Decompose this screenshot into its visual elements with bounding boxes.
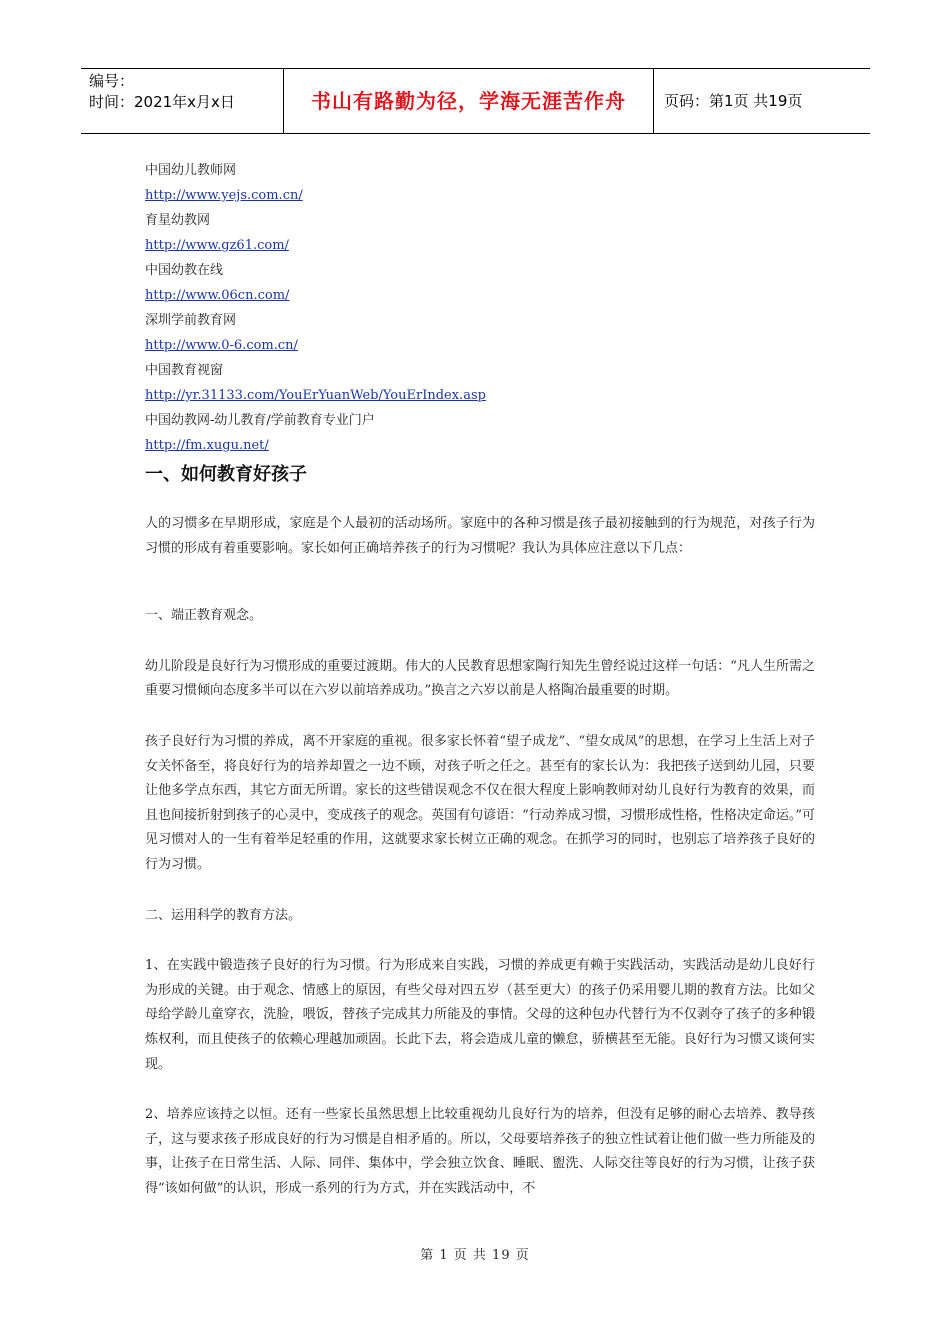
header-meta [81,69,284,133]
number-label: 编号： [89,72,135,90]
site-name: 中国幼教在线 [145,263,224,278]
header-page-number: 页码：第1页 共19页 [664,92,803,110]
site-name: 中国教育视窗 [145,363,224,378]
site-name: 中国幼儿教师网 [145,163,237,178]
site-link[interactable]: http://fm.xugu.net/ [145,438,269,453]
header-motto: 书山有路勤为径，学海无涯苦作舟 [284,69,654,133]
site-link[interactable]: http://www.gz61.com/ [145,238,289,253]
page-header [81,68,870,134]
site-name: 深圳学前教育网 [145,313,237,328]
page-footer: 第 1 页 共 19 页 [420,1248,530,1263]
site-name: 育星幼教网 [145,213,211,228]
date-label: 时间：2021年x月x日 [89,93,235,111]
site-link[interactable]: http://yr.31133.com/YouErYuanWeb/YouErIndex.asp [145,388,486,403]
site-name: 中国幼教网-幼儿教育/学前教育专业门户 [145,413,375,428]
site-link[interactable]: http://www.0-6.com.cn/ [145,338,298,353]
body-paragraph: 2、培养应该持之以恒。还有一些家长虽然思想上比较重视幼儿良好行为的培养，但没有足够的耐心去培养、教导孩子，这与要求孩子形成良好的行为习惯是自相矛盾的。所以，父母要培养孩子的独立性试着让他们做一些力所能及的事，让孩子在日常生活、人际、同伴、集体中，学会独立饮食、睡眠、盥洗、人际交往等良好的行为习惯，让孩子获得“该如何做”的认识，形成一系列的行为方式，并在实践活动中，不 [145,1107,815,1196]
body-paragraph: 孩子良好行为习惯的养成，离不开家庭的重视。很多家长怀着“望子成龙”、“望女成凤”的思想，在学习上生活上对子女关怀备至，将良好行为的培养却置之一边不顾，对孩子听之任之。甚至有的家长认为：我把孩子送到幼儿园，只要让他多学点东西，其它方面无所谓。家长的这些错误观念不仅在很大程度上影响教师对幼儿良好行为教育的效果，而且也间接折射到孩子的心灵中，变成孩子的观念。英国有句谚语：“行动养成习惯，习惯形成性格，性格决定命运。”可见习惯对人的一生有着举足轻重的作用，这就要求家长树立正确的观念。在抓学习的同时，也别忘了培养孩子良好的行为习惯。 [145,733,815,872]
site-link[interactable]: http://www.06cn.com/ [145,288,290,303]
body-paragraph: 1、在实践中锻造孩子良好的行为习惯。行为形成来自实践，习惯的养成更有赖于实践活动，实践活动是幼儿良好行为形成的关键。由于观念、情感上的原因，有些父母对四五岁（甚至更大）的孩子仍采用婴儿期的教育方法。比如父母给学龄儿童穿衣，洗脸，喂饭，替孩子完成其力所能及的事情。父母的这种包办代替行为不仅剥夺了孩子的多种锻炼权利，而且使孩子的依赖心理越加顽固。长此下去，将会造成儿童的懒怠，骄横甚至无能。良好行为习惯又谈何实现。 [145,958,815,1072]
section-heading: 二、运用科学的教育方法。 [145,907,302,923]
section-heading: 一、端正教育观念。 [145,608,263,624]
intro-paragraph: 人的习惯多在早期形成，家庭是个人最初的活动场所。家庭中的各种习惯是孩子最初接触到的行为规范，对孩子行为习惯的形成有着重要影响。家长如何正确培养孩子的行为习惯呢？我认为具体应注意以下几点： [145,516,815,556]
body-paragraph: 幼儿阶段是良好行为习惯形成的重要过渡期。伟大的人民教育思想家陶行知先生曾经说过这样一句话：“凡人生所需之重要习惯倾向态度多半可以在六岁以前培养成功。”换言之六岁以前是人格陶冶最重要的时期。 [145,658,815,699]
article-title: 一、如何教育好孩子 [145,464,307,485]
document-body [145,158,815,1201]
site-link[interactable]: http://www.yejs.com.cn/ [145,188,303,203]
link-list [145,158,815,458]
